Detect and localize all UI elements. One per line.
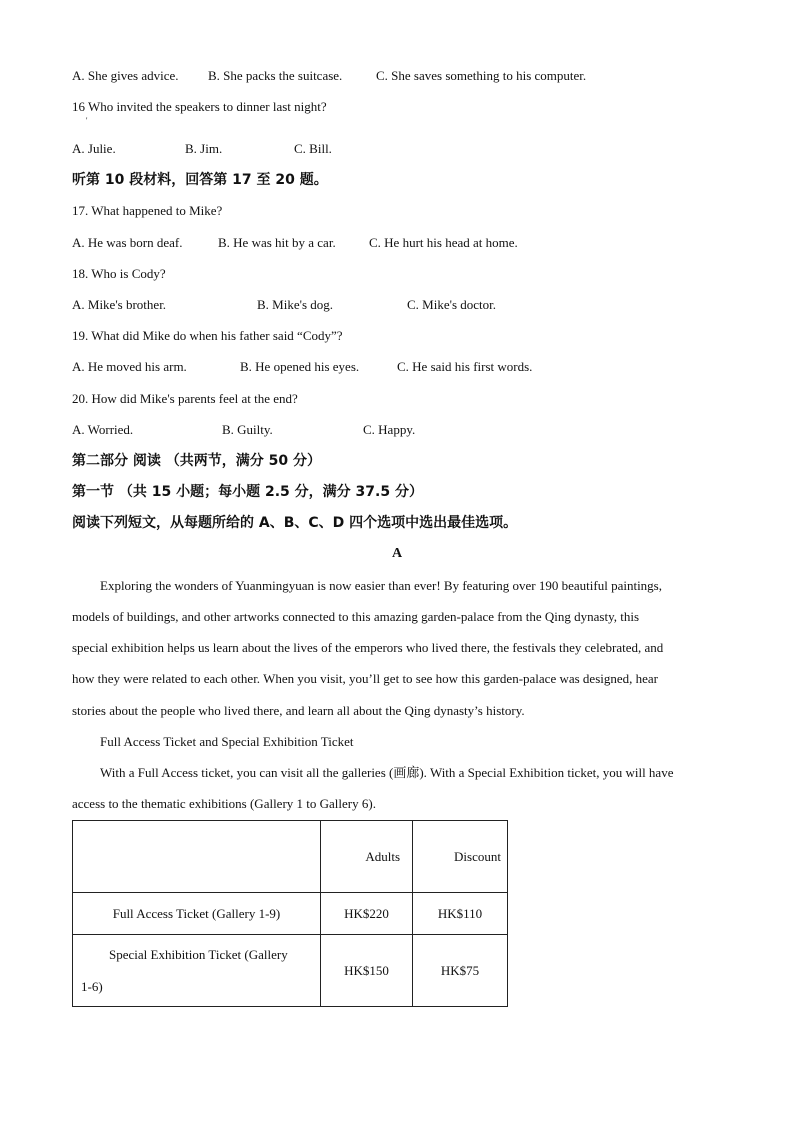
table-header-row [73,821,508,893]
q19-option-c: C. He said his first words. [397,359,533,374]
q16-question: 16 Who invited the speakers to dinner last night? [72,99,327,114]
price-table [72,820,508,1007]
q18-option-c: C. Mike's doctor. [407,297,497,312]
passage-line-4: how they were related to each other. When you visit, you’ll get to see how this garden-palace was designed, hear [72,671,659,686]
q17-option-b: B. He was hit by a car. [218,235,336,250]
header-discount: Discount [454,848,501,864]
price-discount-full: HK$110 [413,893,508,935]
table-header-cell [321,821,413,893]
q20-question: 20. How did Mike's parents feel at the end? [72,391,298,406]
price-adults-full: HK$220 [321,893,413,935]
ticket-name-special [73,939,320,1003]
passage-line-5: stories about the people who lived there, and learn all about the Qing dynasty’s history. [72,703,525,718]
ticket-name-special-line2: 1-6) [81,978,103,994]
q19-option-a: A. He moved his arm. [72,359,187,374]
q15-option-b: B. She packs the suitcase. [208,68,343,83]
q18-option-b: B. Mike's dog. [257,297,334,312]
part2-heading: 第二部分 阅读 （共两节，满分 50 分） [72,453,321,469]
header-adults: Adults [365,848,400,864]
q19-question: 19. What did Mike do when his father said “Cody”? [72,328,343,343]
instructions: 阅读下列短文，从每题所给的 A、B、C、D 四个选项中选出最佳选项。 [72,515,518,531]
q20-option-b: B. Guilty. [222,422,273,437]
q17-question: 17. What happened to Mike? [72,203,223,218]
table-header-cell [413,821,508,893]
stray-mark: ' [86,116,88,125]
ticket-heading: Full Access Ticket and Special Exhibition Ticket [100,734,354,749]
price-discount-special: HK$75 [413,935,508,1007]
passage-label: A [391,546,403,561]
q16-option-c: C. Bill. [294,141,332,156]
ticket-desc-line-1: With a Full Access ticket, you can visit all the galleries (画廊). With a Special Exhibition ticket, you will have [100,765,674,780]
table-row [73,935,508,1007]
q18-question: 18. Who is Cody? [72,266,166,281]
q18-option-a: A. Mike's brother. [72,297,167,312]
q17-option-a: A. He was born deaf. [72,235,183,250]
section10-heading: 听第 10 段材料，回答第 17 至 20 题。 [72,172,328,188]
passage-line-2: models of buildings, and other artworks connected to this amazing garden-palace from the Qing dynasty, this [72,609,640,624]
price-adults-special: HK$150 [321,935,413,1007]
table-cell [73,935,321,1007]
q17-option-c: C. He hurt his head at home. [369,235,518,250]
section1-heading: 第一节 （共 15 小题；每小题 2.5 分，满分 37.5 分） [72,484,423,500]
q20-option-a: A. Worried. [72,422,134,437]
ticket-desc-line-2: access to the thematic exhibitions (Gallery 1 to Gallery 6). [72,796,376,811]
ticket-name-full-access: Full Access Ticket (Gallery 1-9) [112,905,281,921]
table-cell [73,893,321,935]
passage-line-1: Exploring the wonders of Yuanmingyuan is now easier than ever! By featuring over 190 beautiful paintings, [100,578,662,593]
q16-option-a: A. Julie. [72,141,116,156]
q15-option-c: C. She saves something to his computer. [376,68,587,83]
table-row [73,893,508,935]
q15-option-a: A. She gives advice. [72,68,179,83]
q20-option-c: C. Happy. [363,422,416,437]
ticket-name-special-line1: Special Exhibition Ticket (Gallery [109,946,288,962]
q19-option-b: B. He opened his eyes. [240,359,360,374]
passage-line-3: special exhibition helps us learn about the lives of the emperors who lived there, the festivals they celebrated, and [72,640,664,655]
q16-option-b: B. Jim. [185,141,223,156]
table-header-empty [73,821,321,893]
